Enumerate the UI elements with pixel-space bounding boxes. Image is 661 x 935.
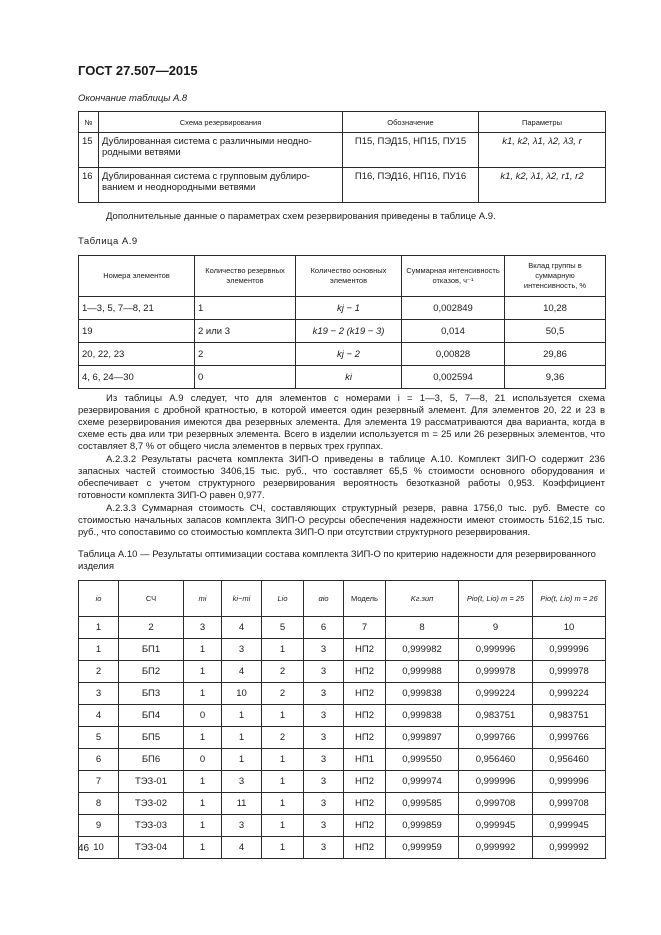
table-cell: 20, 22, 23 <box>79 343 195 366</box>
table-cell: 3 <box>222 771 262 793</box>
table-cell: 1 <box>262 793 304 815</box>
table-cell: 1 <box>79 639 119 661</box>
table-cell: ТЭЗ-02 <box>119 793 184 815</box>
table-cell: 3 <box>304 661 344 683</box>
table-cell: 2 <box>262 727 304 749</box>
table-cell: 1 <box>184 683 222 705</box>
table-cell: 1 <box>262 749 304 771</box>
table-a10-caption: Таблица А.10 — Результаты оптимизации состава комплекта ЗИП-О по критерию надежности для резервированного изделия <box>78 549 596 572</box>
table-cell: 3 <box>304 639 344 661</box>
table-cell: 3 <box>222 815 262 837</box>
table-cell: 11 <box>222 793 262 815</box>
table-cell: 0,999974 <box>386 771 459 793</box>
table-cell: 1 <box>262 815 304 837</box>
table-cell: 1 <box>184 639 222 661</box>
table-cell: 0,999982 <box>386 639 459 661</box>
table-row <box>79 133 606 168</box>
table-cell: 0,956460 <box>459 749 533 771</box>
table-cell: БП1 <box>119 639 184 661</box>
table-cell: БП3 <box>119 683 184 705</box>
table-cell: 1 <box>184 815 222 837</box>
table-header-cell: Количество резервных элементов <box>195 256 296 297</box>
table-cell: БП5 <box>119 727 184 749</box>
table-cell: НП2 <box>344 639 386 661</box>
table-cell: 0,999988 <box>386 661 459 683</box>
table-cell: 3 <box>304 749 344 771</box>
table-cell: 0,999585 <box>386 793 459 815</box>
table-row <box>79 297 606 320</box>
table-cell: 0 <box>184 705 222 727</box>
table-cell: 1—3, 5, 7—8, 21 <box>79 297 195 320</box>
table-cell: ki <box>296 366 402 389</box>
table-cell: Дублированная система с групповым дублиро-ванием и неоднородными ветвями <box>99 168 343 203</box>
table-cell: 0,999945 <box>533 815 606 837</box>
table-row <box>79 837 606 859</box>
table-cell: 0,999897 <box>386 727 459 749</box>
table-cell: 15 <box>79 133 99 168</box>
table-row <box>79 683 606 705</box>
table-cell: 0,999838 <box>386 705 459 727</box>
paragraph-a2-3-2: А.2.3.2 Результаты расчета комплекта ЗИП-О приведены в таблице А.10. Комплект ЗИП-О содержит 236 запасных частей стоимостью 3406,15 тыс. руб., что составляет 65,5 % стоимости основного оборудования и обеспечивает с учетом структурного резервирования вероятность безотказной работы 0,953. Коэффициент готовности комплекта ЗИП-О равен 0,977. <box>78 454 605 502</box>
table-cell: k1, k2, λ1, λ2, r1, r2 <box>479 168 606 203</box>
table-cell: НП2 <box>344 815 386 837</box>
table-cell: 3 <box>304 815 344 837</box>
table-cell: 3 <box>304 683 344 705</box>
table-cell: 7 <box>79 771 119 793</box>
table-row <box>79 366 606 389</box>
table-cell: 0,002594 <box>402 366 505 389</box>
table-cell: kj − 2 <box>296 343 402 366</box>
table-cell: 3 <box>304 727 344 749</box>
page-number: 46 <box>78 843 90 854</box>
table-cell: 3 <box>79 683 119 705</box>
table-row <box>79 727 606 749</box>
table-header-cell: Kг.зип <box>386 581 459 617</box>
table-cell: 5 <box>79 727 119 749</box>
table-cell: 0,956460 <box>533 749 606 771</box>
table-header-cell: Схема резервирования <box>99 112 343 133</box>
table-cell: 0,999708 <box>533 793 606 815</box>
table-cell: НП2 <box>344 683 386 705</box>
table-cell: 2 <box>79 661 119 683</box>
table-a10-header-row <box>79 581 606 617</box>
table-cell: 0,999708 <box>459 793 533 815</box>
table-cell: 1 <box>262 639 304 661</box>
table-cell: 2 <box>119 617 184 639</box>
table-header-cell: Pio(t, Lio) m = 26 <box>533 581 606 617</box>
table-cell: 7 <box>344 617 386 639</box>
table-cell: k1, k2, λ1, λ2, λ3, r <box>479 133 606 168</box>
table-cell: ТЭЗ-01 <box>119 771 184 793</box>
table-cell: 0,999838 <box>386 683 459 705</box>
paragraph-a2-3-3: А.2.3.3 Суммарная стоимость СЧ, составляющих структурный резерв, равна 1756,0 тыс. руб. Вместе со стоимостью начальных запасов комплекта ЗИП-О ресурсы обеспечения надежности имеют стоимость 5162,15 тыс. руб., что сопоставимо со стоимостью комплекта ЗИП-О при отсутствии структурного резервирования. <box>78 503 605 539</box>
table-cell: НП2 <box>344 837 386 859</box>
table-cell: 4, 6, 24—30 <box>79 366 195 389</box>
table-cell: 9 <box>79 815 119 837</box>
table-row <box>79 771 606 793</box>
table-cell: 9 <box>459 617 533 639</box>
table-cell: 0,999766 <box>459 727 533 749</box>
table-header-cell: αio <box>304 581 344 617</box>
table-cell: 0,999959 <box>386 837 459 859</box>
table-cell: 6 <box>79 749 119 771</box>
table-cell: 0,999859 <box>386 815 459 837</box>
table-cell: 1 <box>184 793 222 815</box>
table-cell: 3 <box>222 639 262 661</box>
table-cell: 2 <box>262 683 304 705</box>
table-cell: П16, ПЭД16, НП16, ПУ16 <box>343 168 479 203</box>
table-cell: НП2 <box>344 727 386 749</box>
table-cell: 29,86 <box>505 343 606 366</box>
table-cell: 6 <box>304 617 344 639</box>
table-cell: 19 <box>79 320 195 343</box>
table-cell: 3 <box>184 617 222 639</box>
table-cell: 0,999992 <box>533 837 606 859</box>
table-cell: 9,36 <box>505 366 606 389</box>
table-header-cell: Модель <box>344 581 386 617</box>
table-cell: 0,999978 <box>459 661 533 683</box>
table-cell: 2 <box>262 661 304 683</box>
table-cell: 5 <box>262 617 304 639</box>
table-cell: 1 <box>184 837 222 859</box>
table-cell: 4 <box>79 705 119 727</box>
table-cell: 0,999945 <box>459 815 533 837</box>
document-header: ГОСТ 27.507—2015 <box>78 63 198 78</box>
table-cell: 4 <box>222 837 262 859</box>
table-cell: 2 <box>195 343 296 366</box>
table-a9-header-row <box>79 256 606 297</box>
table-cell: 0,983751 <box>533 705 606 727</box>
paragraph-a9-analysis: Из таблицы А.9 следует, что для элементов с номерами i = 1—3, 5, 7—8, 21 используется схема резервирования с дробной кратностью, в которой имеется один резервный элемент. Для элементов 20, 22 и 23 в схеме резервирования имеются два резервных элемента. Для элемента 19 рассматриваются два варианта, когда в схеме есть два или три резервных элемента. Всего в изделии используется m = 25 или 26 резервных элементов, что составляет 8,7 % от общего числа элементов в первых трех группах. <box>78 393 605 453</box>
note-paragraph: Дополнительные данные о параметрах схем резервирования приведены в таблице А.9. <box>106 211 496 222</box>
table-header-cell: Количество основных элементов <box>296 256 402 297</box>
table-cell: 0 <box>184 749 222 771</box>
table-cell: НП2 <box>344 661 386 683</box>
table-a10-body <box>79 639 606 859</box>
table-header-cell: № <box>79 112 99 133</box>
table-cell: 1 <box>262 705 304 727</box>
table-cell: НП2 <box>344 793 386 815</box>
table-header-cell: Lio <box>262 581 304 617</box>
table-cell: 1 <box>195 297 296 320</box>
table-header-cell: Номера элементов <box>79 256 195 297</box>
table-header-cell: io <box>79 581 119 617</box>
table-column-numbers-row <box>79 617 606 639</box>
table-cell: НП1 <box>344 749 386 771</box>
table-header-cell: Вклад группы в суммарную интенсивность, % <box>505 256 606 297</box>
table-cell: 4 <box>222 617 262 639</box>
table-cell: 1 <box>222 727 262 749</box>
table-cell: 8 <box>79 793 119 815</box>
table-cell: 0,00828 <box>402 343 505 366</box>
table-cell: 0,999992 <box>459 837 533 859</box>
table-a8-header-row <box>79 112 606 133</box>
table-cell: ТЭЗ-04 <box>119 837 184 859</box>
table-cell: k19 − 2 (k19 − 3) <box>296 320 402 343</box>
table-cell: НП2 <box>344 771 386 793</box>
table-cell: 0 <box>195 366 296 389</box>
table-row <box>79 705 606 727</box>
table-cell: 0,999550 <box>386 749 459 771</box>
table-cell: 0,999996 <box>459 771 533 793</box>
table-a9-caption: Таблица А.9 <box>78 236 138 247</box>
table-a8-caption: Окончание таблицы А.8 <box>78 93 188 104</box>
table-header-cell: Суммарная интенсивность отказов, ч⁻¹ <box>402 256 505 297</box>
table-cell: 0,002849 <box>402 297 505 320</box>
table-cell: 8 <box>386 617 459 639</box>
table-cell: 10,28 <box>505 297 606 320</box>
table-cell: БП4 <box>119 705 184 727</box>
table-cell: 0,999766 <box>533 727 606 749</box>
table-cell: 0,999224 <box>459 683 533 705</box>
table-cell: 10 <box>533 617 606 639</box>
table-row <box>79 793 606 815</box>
table-cell: 3 <box>304 705 344 727</box>
table-row <box>79 749 606 771</box>
table-cell: 1 <box>222 705 262 727</box>
table-cell: 1 <box>184 771 222 793</box>
table-cell: 1 <box>222 749 262 771</box>
table-header-cell: СЧ <box>119 581 184 617</box>
table-row <box>79 343 606 366</box>
table-cell: БП2 <box>119 661 184 683</box>
table-cell: 1 <box>262 771 304 793</box>
table-header-cell: mi <box>184 581 222 617</box>
table-cell: 0,999996 <box>533 639 606 661</box>
table-cell: 4 <box>222 661 262 683</box>
table-row <box>79 168 606 203</box>
table-cell: 0,999224 <box>533 683 606 705</box>
table-cell: 10 <box>222 683 262 705</box>
table-row <box>79 815 606 837</box>
table-cell: БП6 <box>119 749 184 771</box>
table-cell: 3 <box>304 837 344 859</box>
table-a8 <box>78 111 606 203</box>
table-cell: kj − 1 <box>296 297 402 320</box>
table-cell: 1 <box>184 661 222 683</box>
table-cell: 0,014 <box>402 320 505 343</box>
table-cell: НП2 <box>344 705 386 727</box>
table-a10 <box>78 580 606 859</box>
table-cell: 0,983751 <box>459 705 533 727</box>
table-header-cell: Параметры <box>479 112 606 133</box>
table-cell: ТЭЗ-03 <box>119 815 184 837</box>
table-row <box>79 639 606 661</box>
table-header-cell: Pio(t, Lio) m = 25 <box>459 581 533 617</box>
table-cell: 16 <box>79 168 99 203</box>
table-cell: 0,999978 <box>533 661 606 683</box>
table-cell: 1 <box>262 837 304 859</box>
table-cell: 50,5 <box>505 320 606 343</box>
table-cell: 10 <box>79 837 119 859</box>
table-cell: 0,999996 <box>459 639 533 661</box>
table-header-cell: Обозначение <box>343 112 479 133</box>
table-cell: 2 или 3 <box>195 320 296 343</box>
table-cell: 0,999996 <box>533 771 606 793</box>
table-cell: 1 <box>79 617 119 639</box>
table-cell: П15, ПЭД15, НП15, ПУ15 <box>343 133 479 168</box>
table-header-cell: ki−mi <box>222 581 262 617</box>
table-a9 <box>78 255 606 389</box>
table-cell: Дублированная система с различными неодно-родными ветвями <box>99 133 343 168</box>
table-cell: 3 <box>304 793 344 815</box>
table-cell: 1 <box>184 727 222 749</box>
table-row <box>79 661 606 683</box>
table-cell: 3 <box>304 771 344 793</box>
table-row <box>79 320 606 343</box>
